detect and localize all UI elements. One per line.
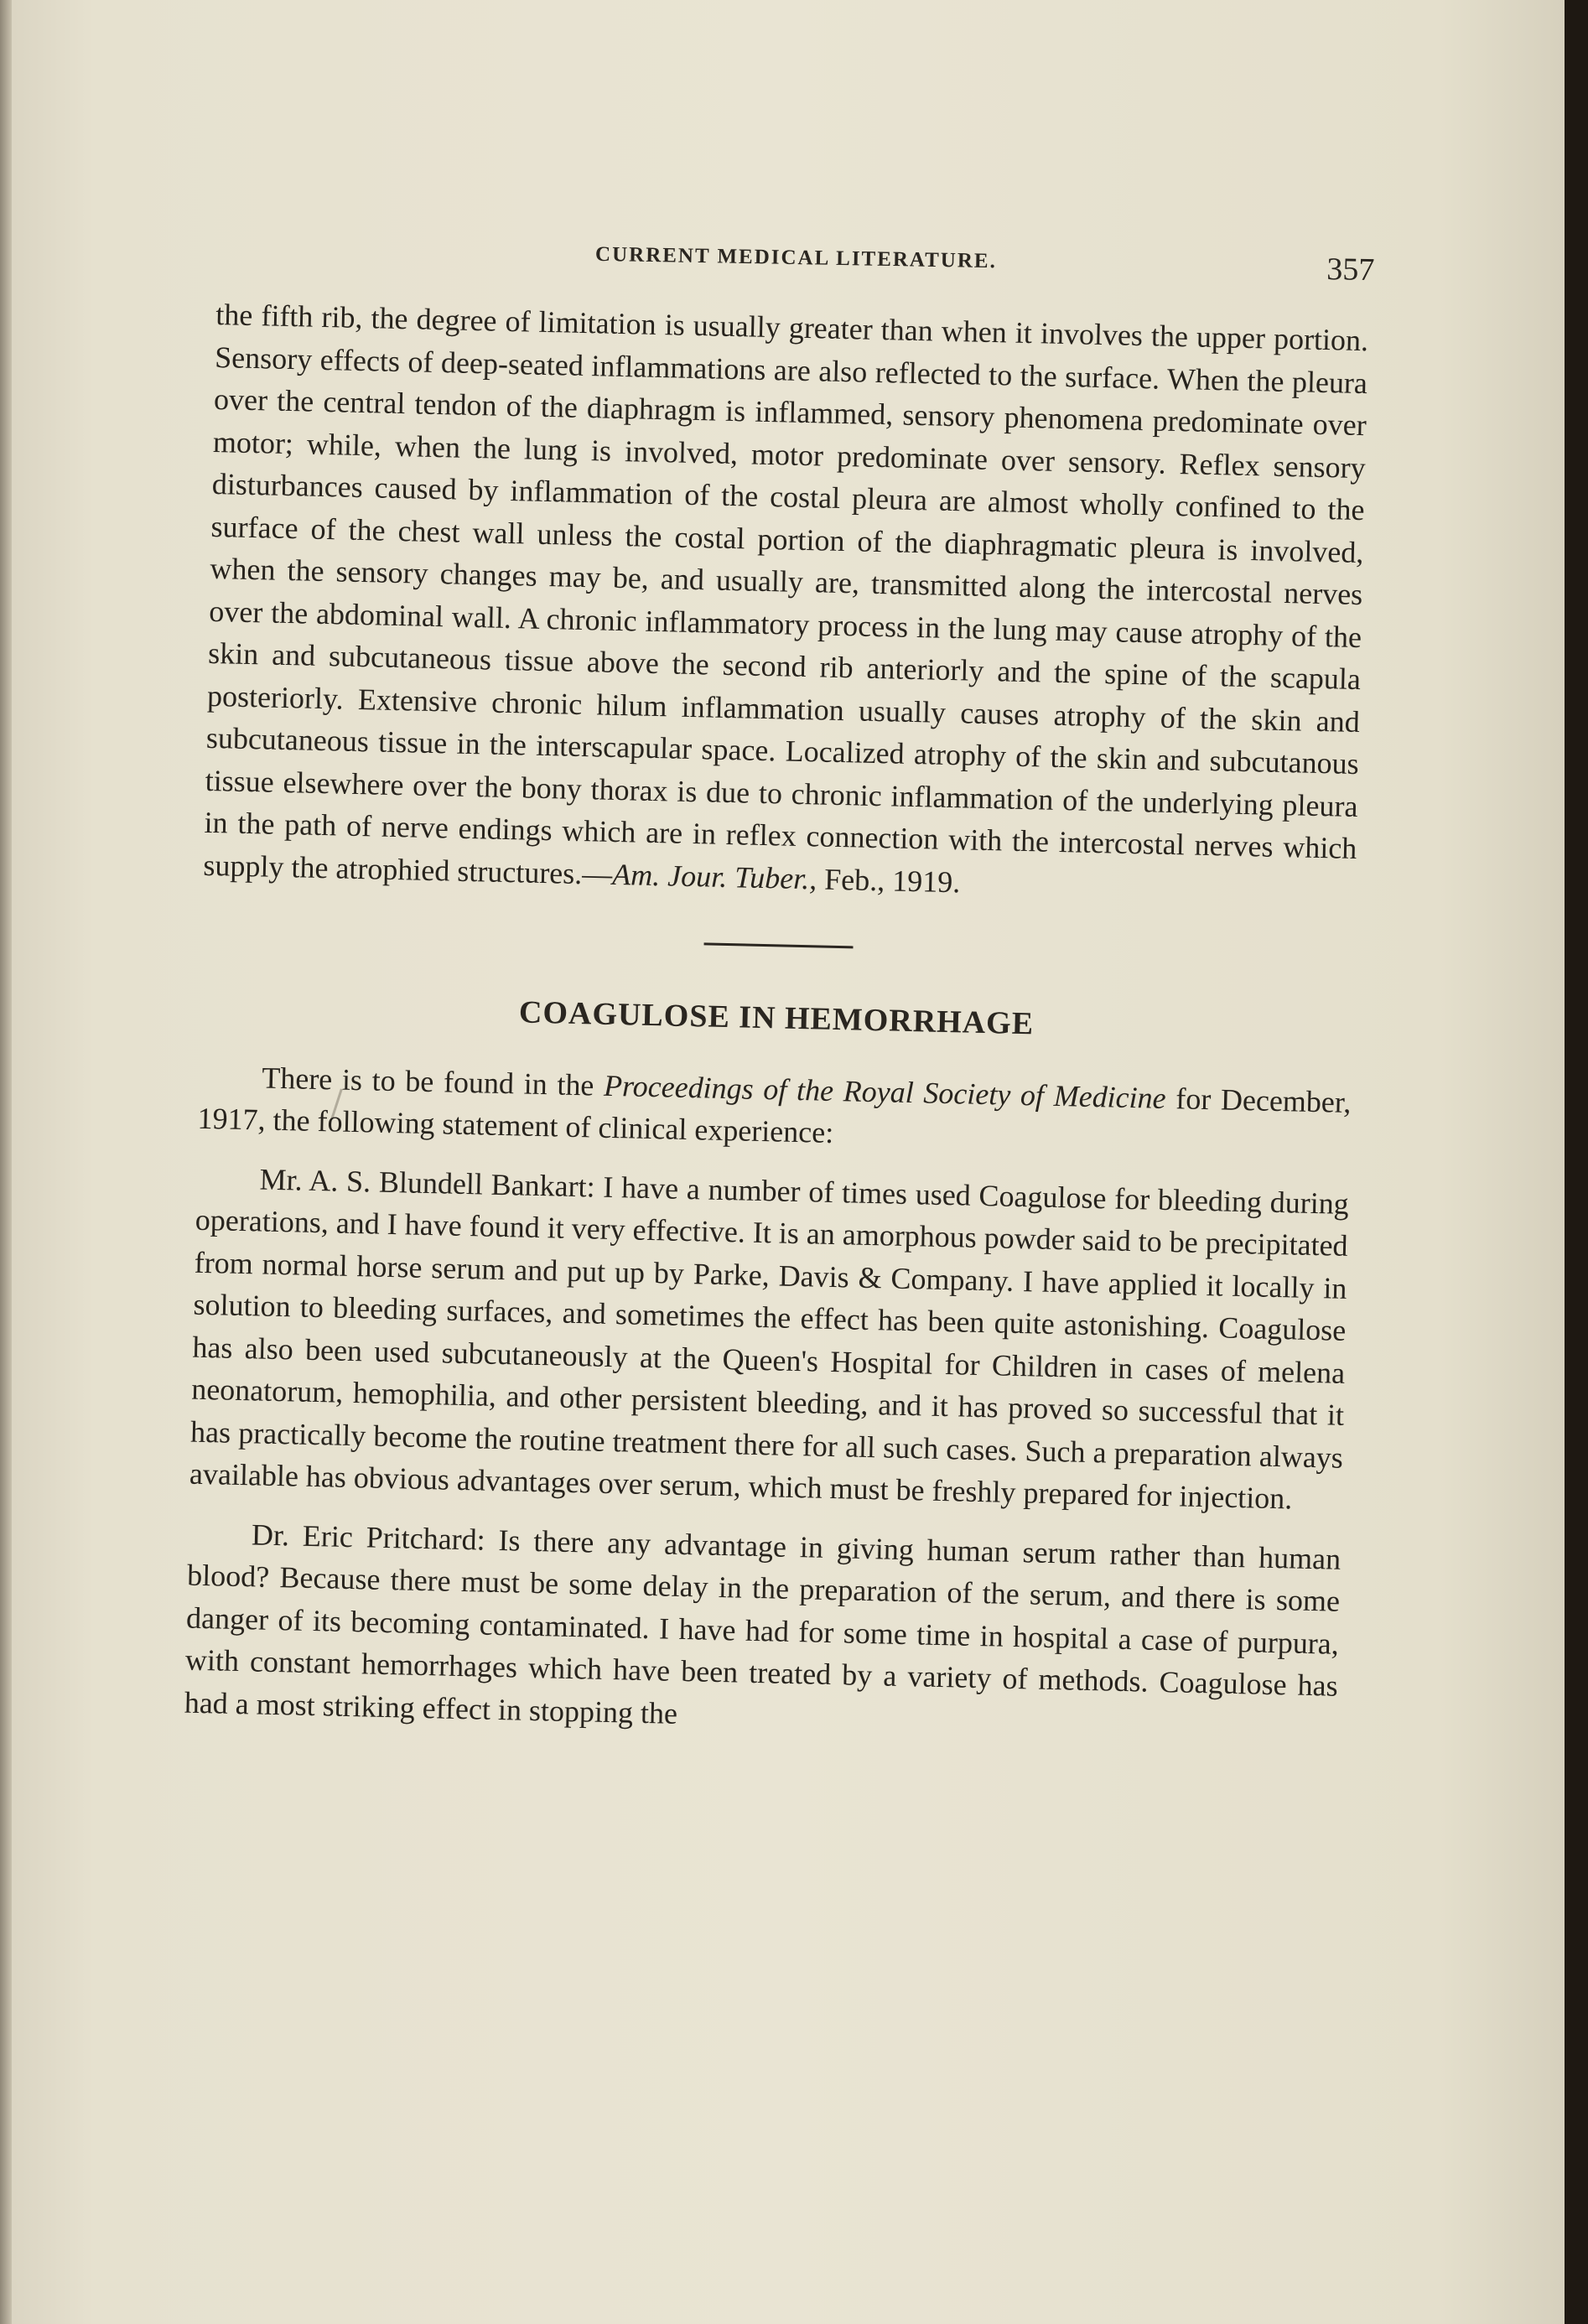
- right-page-edge: [1565, 0, 1588, 2324]
- intro-lead: There is to be found in the: [261, 1060, 605, 1102]
- page-binding-edge: [0, 0, 12, 2324]
- running-title: CURRENT MEDICAL LITERATURE.: [594, 242, 998, 273]
- pritchard-paragraph: Dr. Eric Pritchard: Is there any advantage in giving human serum rather than human blood? Because there must be some delay in the preparation of the serum, and there is some danger of its becoming contaminated. I have had for some time in hospital a case of purpura, with constant hemorrhages which have been treated by a variety of methods. Coagulose has had a most striking effect in stopping the: [184, 1517, 1341, 1730]
- section-title: COAGULOSE IN HEMORRHAGE: [518, 994, 1035, 1042]
- text-block: [184, 293, 1368, 1750]
- running-head: [217, 226, 1375, 297]
- page-number: 357: [1326, 252, 1375, 288]
- intro-tail: for December, 1917, the following statement of clinical experience:: [197, 1081, 1352, 1149]
- citation-journal: Am. Jour. Tuber.,: [611, 857, 817, 895]
- article-body-text: the fifth rib, the degree of limitation is usually greater than when it involves the upper portion. Sensory effects of deep-seated inflammations are also reflected to the surface. When the pleura over the central tendon of the diaphragm is inflammed, sensory phenomena predominate over motor; while, when the lung is involved, motor predominate over sensory. Reflex sensory disturbances caused by inflammation of the costal pleura are almost wholly confined to the surface of the chest wall unless the costal portion of the diaphragmatic pleura is involved, when the sensory changes may be, and usually are, transmitted along the intercostal nerves over the abdominal wall. A chronic inflammatory process in the lung may cause atrophy of the skin and subcutaneous tissue above the second rib anteriorly and the spine of the scapula posteriorly. Extensive chronic hilum inflammation usually causes atrophy of the skin and subcutaneous tissue in the interscapular space. Localized atrophy of the skin and subcutanous tissue elsewhere over the bony thorax is due to chronic inflammation of the underlying pleura in the path of nerve endings which are in reflex connection with the intercostal nerves which supply the atrophied structures.—: [203, 297, 1369, 891]
- citation-date: Feb., 1919.: [816, 861, 961, 899]
- article-body-continued: [203, 293, 1369, 912]
- bankart-paragraph: Mr. A. S. Blundell Bankart: I have a number of times used Coagulose for bleeding during operations, and I have found it very effective. It is an amorphous powder said to be precipitated from normal horse serum and put up by Parke, Davis & Company. I have applied it locally in solution to bleeding surfaces, and sometimes the effect has been quite astonishing. Coagulose has also been used subcutaneously at the Queen's Hospital for Children in cases of melena neonatorum, hemophilia, and other persistent bleeding, and it has proved so successful that it has practically become the routine treatment there for all such cases. Such a preparation always available has obvious advantages over serum, which must be freshly prepared for injection.: [189, 1161, 1350, 1516]
- section-divider: [703, 942, 853, 948]
- intro-source: Proceedings of the Royal Society of Medicine: [603, 1068, 1167, 1115]
- intro-paragraph: [197, 1055, 1352, 1165]
